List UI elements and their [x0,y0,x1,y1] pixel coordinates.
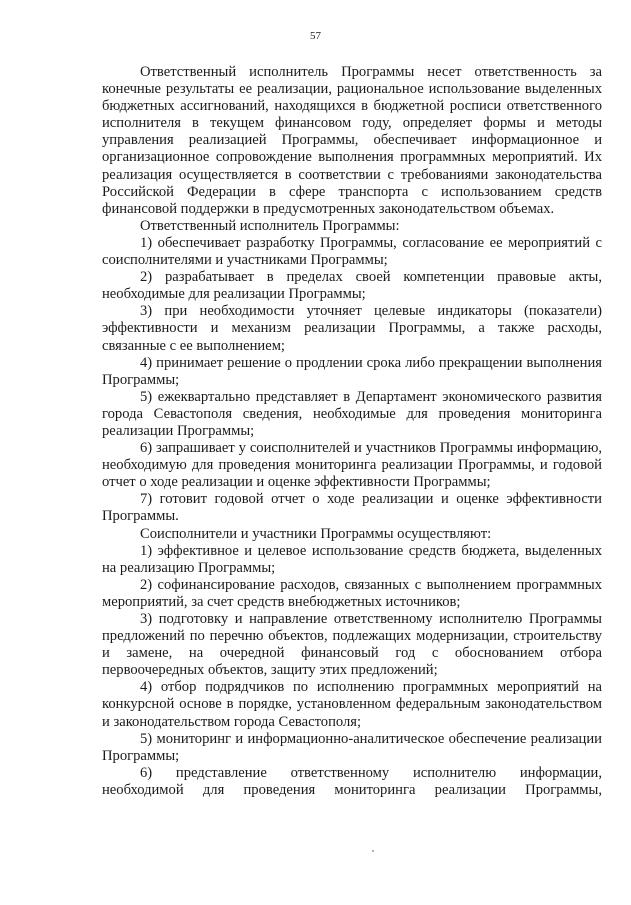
list-item-coexecutor-1: 1) эффективное и целевое использование средств бюджета, выделенных на реализацию Программы; [102,542,602,576]
list-item-executor-7: 7) готовит годовой отчет о ходе реализации и оценке эффективности Программы. [102,491,602,525]
paragraph-coexecutors-heading: Соисполнители и участники Программы осуществляют: [140,525,492,542]
list-item-executor-2: 2) разрабатывает в пределах своей компетенции правовые акты, необходимые для реализации Программы; [102,269,602,303]
paragraph-executor-heading: Ответственный исполнитель Программы: [140,217,400,234]
list-item-executor-1: 1) обеспечивает разработку Программы, согласование ее мероприятий с соисполнителями и участниками Программы; [102,234,602,269]
list-item-coexecutor-5: 5) мониторинг и информационно-аналитическое обеспечение реализации Программы; [102,730,602,764]
list-item-coexecutor-2: 2) софинансирование расходов, связанных с выполнением программных мероприятий, за счет средств внебюджетных источников; [102,576,602,610]
paragraph-responsibility: Ответственный исполнитель Программы несет ответственность за конечные результаты ее реализации, рациональное использование выделенных бюджетных ассигнований, находящихся в бюджетной росписи ответственного исполнителя в текущем финансовом году, определяет формы и методы управления реализацией Программы, обеспечивает информационное и организационное сопровождение выполнения программных мероприятий. Их реализация осуществляется в соответствии с требованиями законодательства Российской Федерации в сфере транспорта с использованием средств финансовой поддержки в предусмотренных законодательством объемах. [102,64,602,217]
list-item-coexecutor-3: 3) подготовку и направление ответственному исполнителю Программы предложений по перечню объектов, подлежащих модернизации, строительству и замене, на очередной финансовый год с обоснованием отбора первоочередных объектов, защиту этих предложений; [102,611,602,679]
list-item-executor-4: 4) принимает решение о продлении срока либо прекращении выполнения Программы; [102,354,602,388]
list-item-executor-3: 3) при необходимости уточняет целевые индикаторы (показатели) эффективности и механизм реализации Программы, а также расходы, связанные с ее выполнением; [102,303,602,354]
document-body [102,64,602,799]
list-item-coexecutor-4: 4) отбор подрядчиков по исполнению программных мероприятий на конкурсной основе в порядке, установленном федеральным законодательством и законодательством города Севастополя; [102,679,602,730]
list-item-executor-5: 5) ежеквартально представляет в Департамент экономического развития города Севастополя сведения, необходимые для проведения мониторинга реализации Программы; [102,388,602,439]
list-item-coexecutor-6: 6) представление ответственному исполнителю информации, необходимой для проведения мониторинга реализации Программы, [102,764,602,798]
page-number: 57 [310,30,321,42]
scan-speck [372,850,374,852]
list-item-executor-6: 6) запрашивает у соисполнителей и участников Программы информацию, необходимую для проведения мониторинга реализации Программы, и годовой отчет о ходе реализации и оценке эффективности Программы; [102,440,602,491]
